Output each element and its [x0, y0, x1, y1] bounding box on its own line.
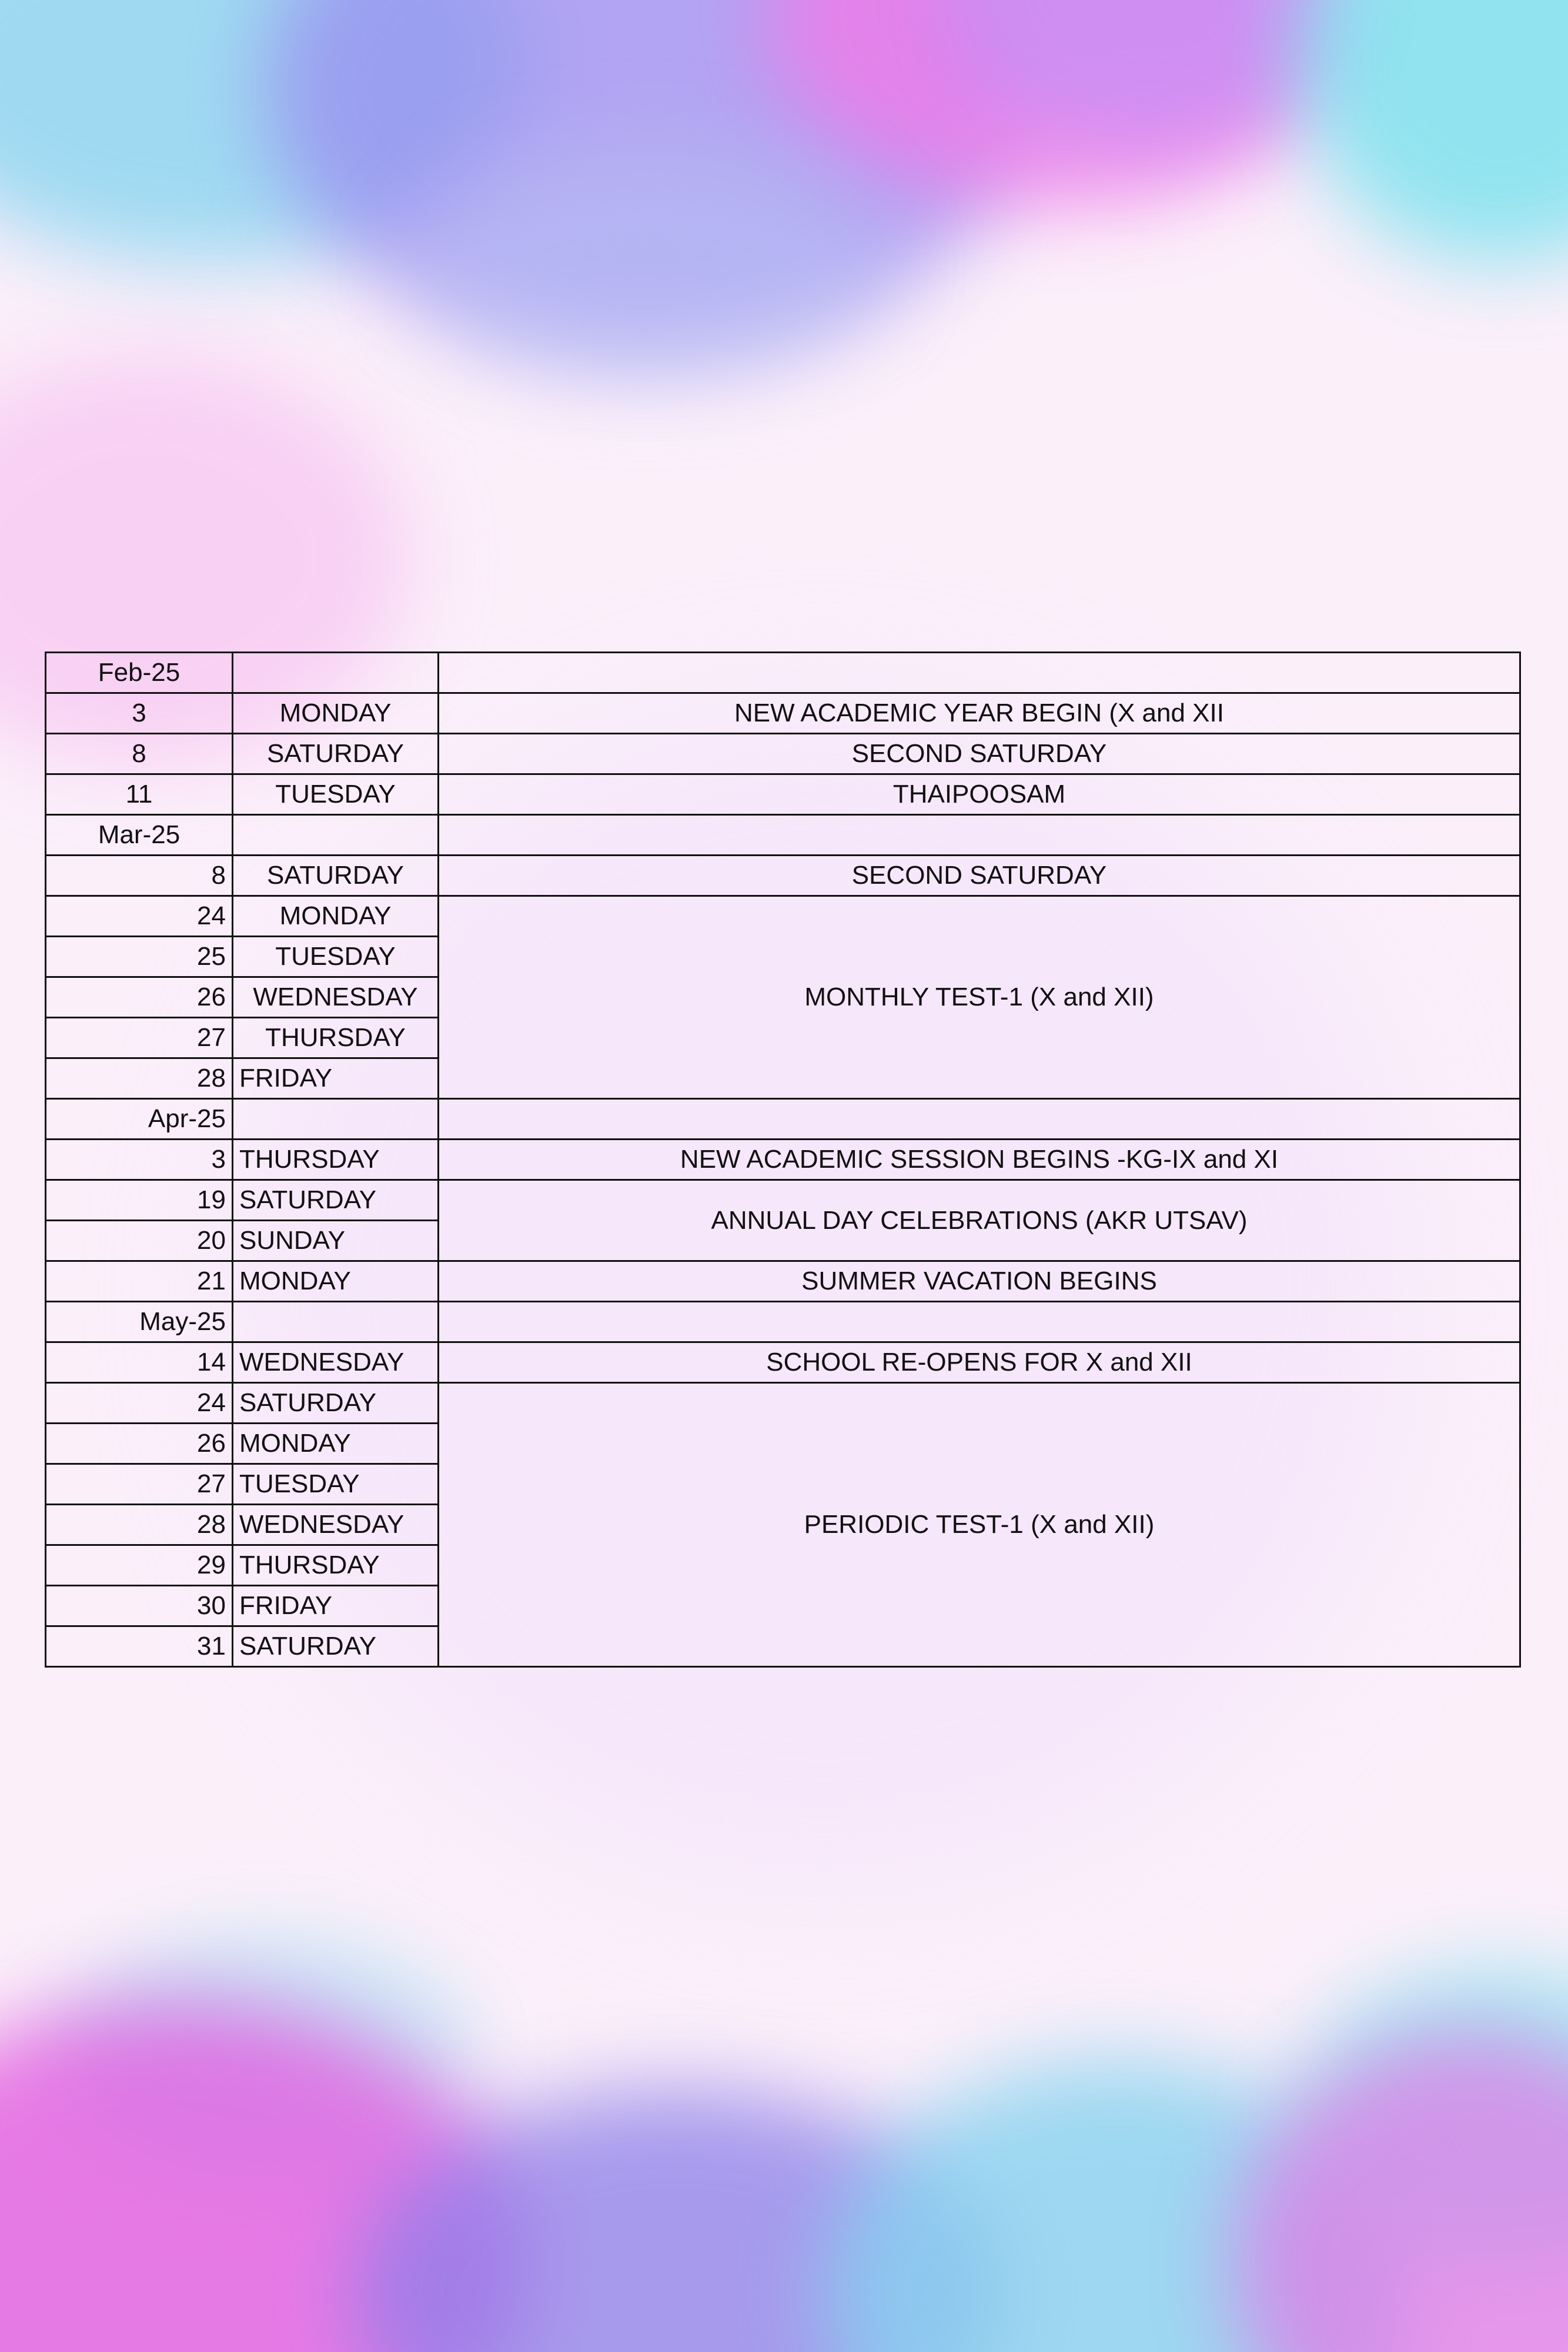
date-cell: 26 [46, 1424, 233, 1464]
calendar-row [46, 734, 1520, 774]
event-cell: NEW ACADEMIC SESSION BEGINS -KG-IX and XI [439, 1140, 1520, 1180]
calendar-row [46, 896, 1520, 937]
weekday-cell: SATURDAY [233, 1383, 439, 1424]
event-cell [439, 1099, 1520, 1140]
event-cell [439, 815, 1520, 856]
date-cell: 29 [46, 1545, 233, 1586]
weekday-cell: FRIDAY [233, 1586, 439, 1626]
calendar-row [46, 1261, 1520, 1302]
date-cell: 26 [46, 977, 233, 1018]
date-cell: 20 [46, 1221, 233, 1261]
event-cell: ANNUAL DAY CELEBRATIONS (AKR UTSAV) [439, 1180, 1520, 1261]
date-cell: 31 [46, 1626, 233, 1667]
date-cell: Feb-25 [46, 653, 233, 693]
date-cell: 28 [46, 1058, 233, 1099]
date-cell: 8 [46, 856, 233, 896]
date-cell: 14 [46, 1342, 233, 1383]
weekday-cell: THURSDAY [233, 1545, 439, 1586]
calendar-row [46, 774, 1520, 815]
event-cell: SCHOOL RE-OPENS FOR X and XII [439, 1342, 1520, 1383]
weekday-cell: FRIDAY [233, 1058, 439, 1099]
date-cell: 11 [46, 774, 233, 815]
weekday-cell: WEDNESDAY [233, 1505, 439, 1545]
date-cell: 24 [46, 1383, 233, 1424]
weekday-cell: MONDAY [233, 1261, 439, 1302]
bottom-smoke [1235, 2029, 1568, 2352]
date-cell: 8 [46, 734, 233, 774]
weekday-cell: WEDNESDAY [233, 1342, 439, 1383]
date-cell: 25 [46, 937, 233, 977]
calendar-body [46, 653, 1520, 1667]
event-cell: THAIPOOSAM [439, 774, 1520, 815]
event-cell: SECOND SATURDAY [439, 856, 1520, 896]
top-smoke [1293, 0, 1568, 265]
weekday-cell: THURSDAY [233, 1140, 439, 1180]
date-cell: 3 [46, 693, 233, 734]
event-cell: SUMMER VACATION BEGINS [439, 1261, 1520, 1302]
date-cell: 28 [46, 1505, 233, 1545]
weekday-cell: SATURDAY [233, 734, 439, 774]
weekday-cell: SATURDAY [233, 856, 439, 896]
weekday-cell: TUESDAY [233, 1464, 439, 1505]
calendar-row [46, 815, 1520, 856]
weekday-cell: MONDAY [233, 896, 439, 937]
weekday-cell [233, 1099, 439, 1140]
date-cell: May-25 [46, 1302, 233, 1342]
calendar-row [46, 1140, 1520, 1180]
date-cell: 27 [46, 1018, 233, 1058]
weekday-cell: SATURDAY [233, 1626, 439, 1667]
academic-calendar-table [45, 652, 1521, 1668]
weekday-cell [233, 1302, 439, 1342]
date-cell: 24 [46, 896, 233, 937]
date-cell: Apr-25 [46, 1099, 233, 1140]
weekday-cell: TUESDAY [233, 937, 439, 977]
top-smoke [412, 147, 882, 382]
weekday-cell: SATURDAY [233, 1180, 439, 1221]
weekday-cell: MONDAY [233, 693, 439, 734]
date-cell: 19 [46, 1180, 233, 1221]
calendar-row [46, 653, 1520, 693]
event-cell [439, 1302, 1520, 1342]
weekday-cell [233, 815, 439, 856]
weekday-cell: THURSDAY [233, 1018, 439, 1058]
event-cell [439, 653, 1520, 693]
calendar-row [46, 1099, 1520, 1140]
event-cell: SECOND SATURDAY [439, 734, 1520, 774]
date-cell: 27 [46, 1464, 233, 1505]
event-cell: PERIODIC TEST-1 (X and XII) [439, 1383, 1520, 1667]
calendar-row [46, 856, 1520, 896]
date-cell: 30 [46, 1586, 233, 1626]
date-cell: Mar-25 [46, 815, 233, 856]
event-cell: MONTHLY TEST-1 (X and XII) [439, 896, 1520, 1099]
weekday-cell: TUESDAY [233, 774, 439, 815]
date-cell: 3 [46, 1140, 233, 1180]
weekday-cell: SUNDAY [233, 1221, 439, 1261]
calendar-row [46, 1383, 1520, 1424]
weekday-cell [233, 653, 439, 693]
calendar-row [46, 1342, 1520, 1383]
weekday-cell: MONDAY [233, 1424, 439, 1464]
calendar-row [46, 693, 1520, 734]
weekday-cell: WEDNESDAY [233, 977, 439, 1018]
calendar-row [46, 1180, 1520, 1221]
date-cell: 21 [46, 1261, 233, 1302]
calendar-row [46, 1302, 1520, 1342]
event-cell: NEW ACADEMIC YEAR BEGIN (X and XII [439, 693, 1520, 734]
